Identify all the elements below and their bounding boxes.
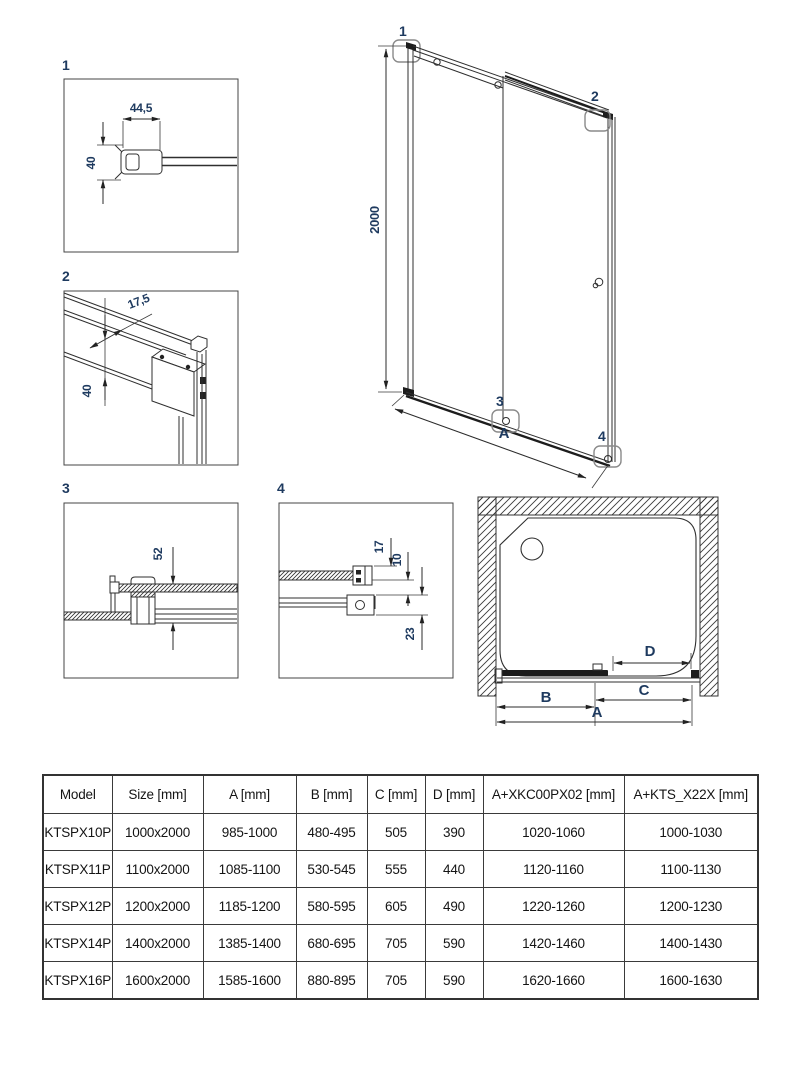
profile-adjuster bbox=[126, 154, 139, 170]
col-header-a: A [mm] bbox=[203, 775, 296, 814]
dim-17: 17 bbox=[372, 540, 386, 554]
dim-a: A bbox=[591, 704, 603, 721]
dim-2000: 2000 bbox=[367, 206, 382, 234]
dim-b: B bbox=[540, 689, 552, 706]
cell-d: 590 bbox=[425, 925, 483, 962]
cell-d: 490 bbox=[425, 888, 483, 925]
elevation-callout-4: 4 bbox=[598, 428, 606, 444]
col-header-c: C [mm] bbox=[367, 775, 425, 814]
cell-a-xkc: 1020-1060 bbox=[483, 814, 624, 851]
detail-4-label: 4 bbox=[277, 480, 285, 496]
cell-size: 1100x2000 bbox=[112, 851, 203, 888]
shower-tray bbox=[500, 518, 696, 676]
cell-a-xkc: 1220-1260 bbox=[483, 888, 624, 925]
screw-dot bbox=[356, 578, 361, 583]
detail-4-frame bbox=[279, 503, 453, 678]
cell-size: 1600x2000 bbox=[112, 962, 203, 1000]
cell-model: KTSPX11P bbox=[43, 851, 112, 888]
screw-dot bbox=[200, 392, 206, 399]
dim-23: 23 bbox=[403, 627, 417, 641]
screw-dot bbox=[200, 377, 206, 384]
screw-dot bbox=[356, 570, 361, 575]
drain bbox=[521, 538, 543, 560]
cell-b: 680-695 bbox=[296, 925, 367, 962]
cell-d: 390 bbox=[425, 814, 483, 851]
glass-section bbox=[279, 571, 353, 580]
cell-model: KTSPX12P bbox=[43, 888, 112, 925]
col-header-a-kts-x22x: A+KTS_X22X [mm] bbox=[624, 775, 758, 814]
cell-c: 555 bbox=[367, 851, 425, 888]
dim-44-5: 44,5 bbox=[129, 101, 153, 115]
table-header-row bbox=[43, 775, 758, 814]
dim-17-5: 17,5 bbox=[125, 290, 152, 312]
dim-40: 40 bbox=[84, 156, 98, 170]
elevation-callout-1: 1 bbox=[399, 23, 407, 39]
cell-c: 505 bbox=[367, 814, 425, 851]
glass-clamp bbox=[353, 566, 372, 585]
screw-dot bbox=[186, 365, 190, 369]
col-header-model: Model bbox=[43, 775, 112, 814]
wall-top bbox=[478, 497, 718, 515]
cell-c: 705 bbox=[367, 962, 425, 1000]
table-row bbox=[43, 888, 758, 925]
dim-40: 40 bbox=[80, 384, 94, 398]
cell-a: 985-1000 bbox=[203, 814, 296, 851]
cell-model: KTSPX10P bbox=[43, 814, 112, 851]
door-knob bbox=[595, 278, 603, 286]
cell-b: 580-595 bbox=[296, 888, 367, 925]
screw-dot bbox=[160, 355, 164, 359]
cell-a: 1585-1600 bbox=[203, 962, 296, 1000]
detail-2 bbox=[62, 268, 238, 465]
col-header-size: Size [mm] bbox=[112, 775, 203, 814]
detail-2-label: 2 bbox=[62, 268, 70, 284]
col-header-a-xkc00px02: A+XKC00PX02 [mm] bbox=[483, 775, 624, 814]
guide-body bbox=[131, 597, 155, 624]
door-elevation bbox=[367, 23, 621, 488]
dim-c: C bbox=[638, 682, 650, 699]
dim-d: D bbox=[644, 643, 656, 660]
detail-2-frame bbox=[64, 291, 238, 465]
cell-model: KTSPX16P bbox=[43, 962, 112, 1000]
cell-c: 705 bbox=[367, 925, 425, 962]
cell-b: 530-545 bbox=[296, 851, 367, 888]
cell-a-xkc: 1120-1160 bbox=[483, 851, 624, 888]
floor-bracket bbox=[347, 595, 374, 615]
handle-plan bbox=[593, 664, 602, 670]
wall-profile-plan bbox=[691, 670, 699, 678]
dim-a-elevation: A bbox=[498, 425, 510, 442]
cell-size: 1200x2000 bbox=[112, 888, 203, 925]
col-header-b: B [mm] bbox=[296, 775, 367, 814]
clamp-strip bbox=[131, 592, 155, 597]
table-row bbox=[43, 814, 758, 851]
cell-a-kts: 1400-1430 bbox=[624, 925, 758, 962]
table-row bbox=[43, 851, 758, 888]
table-row bbox=[43, 962, 758, 1000]
cell-a-kts: 1000-1030 bbox=[624, 814, 758, 851]
sliding-panel-plan bbox=[502, 670, 608, 676]
wall-right bbox=[700, 497, 718, 696]
roller-cap bbox=[131, 577, 155, 584]
cell-b: 880-895 bbox=[296, 962, 367, 1000]
cell-size: 1000x2000 bbox=[112, 814, 203, 851]
wall-left bbox=[478, 497, 496, 696]
end-cap-lip bbox=[110, 576, 115, 582]
bottom-guide bbox=[503, 418, 510, 425]
dim-10: 10 bbox=[390, 553, 404, 567]
cell-a-xkc: 1620-1660 bbox=[483, 962, 624, 1000]
cell-d: 590 bbox=[425, 962, 483, 1000]
detail-3-label: 3 bbox=[62, 480, 70, 496]
cell-a-xkc: 1420-1460 bbox=[483, 925, 624, 962]
elevation-callout-3: 3 bbox=[496, 393, 504, 409]
cell-a: 1385-1400 bbox=[203, 925, 296, 962]
glass-section bbox=[119, 584, 237, 592]
table-row bbox=[43, 925, 758, 962]
cell-a: 1085-1100 bbox=[203, 851, 296, 888]
cell-size: 1400x2000 bbox=[112, 925, 203, 962]
cell-a-kts: 1600-1630 bbox=[624, 962, 758, 1000]
end-cap bbox=[110, 582, 119, 593]
elevation-callout-2: 2 bbox=[591, 88, 599, 104]
detail-1-label: 1 bbox=[62, 57, 70, 73]
plan-view bbox=[478, 497, 718, 726]
col-header-d: D [mm] bbox=[425, 775, 483, 814]
detail-4 bbox=[277, 480, 453, 678]
detail-3 bbox=[62, 480, 238, 678]
cell-b: 480-495 bbox=[296, 814, 367, 851]
cell-model: KTSPX14P bbox=[43, 925, 112, 962]
spec-table bbox=[42, 774, 759, 1000]
detail-1 bbox=[62, 57, 238, 252]
profile-cap bbox=[191, 336, 207, 352]
dim-52: 52 bbox=[151, 547, 165, 561]
cell-d: 440 bbox=[425, 851, 483, 888]
cell-a-kts: 1100-1130 bbox=[624, 851, 758, 888]
cell-a: 1185-1200 bbox=[203, 888, 296, 925]
cell-a-kts: 1200-1230 bbox=[624, 888, 758, 925]
bottom-left-bracket bbox=[403, 387, 414, 397]
cell-c: 605 bbox=[367, 888, 425, 925]
